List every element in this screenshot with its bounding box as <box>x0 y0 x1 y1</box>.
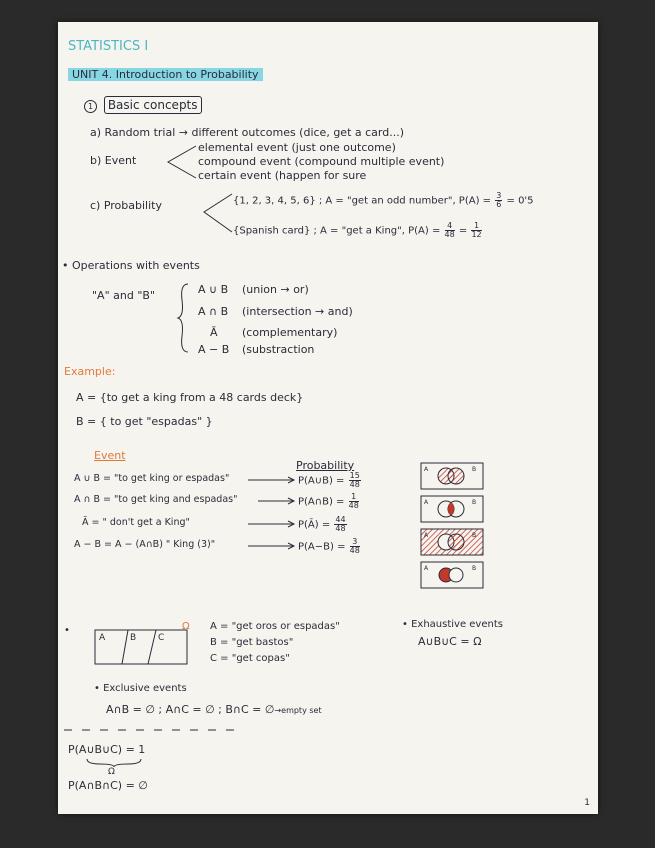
prob-expression: P(Ā) = <box>298 519 331 531</box>
operations-ab-label: "A" and "B" <box>92 289 155 302</box>
event-item-compound: compound event (compound multiple event) <box>198 155 445 168</box>
op-intersection <box>198 306 353 317</box>
p-union-equation: P(A∪B∪C) = 1 <box>68 743 146 756</box>
venn-complement <box>421 529 483 555</box>
example-row-intersection-prob <box>298 493 360 510</box>
operations-title: • Operations with events <box>62 259 200 272</box>
dashed-separator <box>64 728 244 732</box>
arrow-icon <box>248 520 298 528</box>
arrow-icon <box>258 497 298 505</box>
exhaustive-equation: A∪B∪C = Ω <box>418 635 482 648</box>
omega-under-label: Ω <box>108 767 115 777</box>
venn-diagrams <box>420 462 486 592</box>
prob-card-text: {Spanish card} ; A = "get a King", P(A) = <box>233 225 441 237</box>
prob-expression: P(A∪B) = <box>298 475 345 487</box>
fraction-denominator: 48 <box>444 230 455 239</box>
event-brace <box>158 144 198 184</box>
event-label: b) Event <box>90 154 137 167</box>
venn-label-b: B <box>472 532 477 539</box>
venn-label-a: A <box>424 532 429 539</box>
prob-fraction <box>350 538 360 555</box>
op-substraction <box>198 344 314 355</box>
equals-sign: = <box>458 225 468 237</box>
example-row-union-prob <box>298 472 362 489</box>
arrow-icon <box>248 476 298 484</box>
venn-label-a: A <box>424 565 429 572</box>
example-row-difference-event: A − B = A − (A∩B) " King (3)" <box>74 539 216 550</box>
op-symbol: Ā <box>210 326 218 339</box>
prob-example-dice <box>233 192 534 209</box>
partition-cell-c: C <box>158 633 165 643</box>
page-heading: STATISTICS I <box>68 39 149 54</box>
venn-label-a: A <box>424 499 429 506</box>
prob-fraction <box>334 516 346 533</box>
event-item-certain: certain event (happen for sure <box>198 169 367 182</box>
fraction-numerator: 3 <box>350 538 360 547</box>
page-number: 1 <box>584 798 590 808</box>
example-row-difference-prob <box>298 538 361 555</box>
venn-label-b: B <box>472 499 477 506</box>
partition-def-a: A = "get oros or espadas" <box>210 621 340 632</box>
fraction-numerator: 3 <box>496 191 502 200</box>
op-symbol: A ∩ B <box>198 305 229 318</box>
arrow-icon <box>248 542 298 550</box>
venn-union <box>421 463 483 489</box>
prob-dice-result: = 0'5 <box>506 195 534 207</box>
fraction-denominator: 48 <box>349 480 360 489</box>
op-description: (union → or) <box>242 283 309 296</box>
venn-label-b: B <box>472 565 477 572</box>
example-a-definition: A = {to get a king from a 48 cards deck} <box>76 391 304 404</box>
event-item-elemental: elemental event (just one outcome) <box>198 141 396 154</box>
omega-label: Ω <box>182 621 190 632</box>
prob-example-card <box>233 222 483 239</box>
fraction-denominator: 6 <box>496 200 502 209</box>
prob-dice-text: {1, 2, 3, 4, 5, 6} ; A = "get an odd number", P(A) = <box>233 195 492 207</box>
probability-column-header: Probability <box>296 459 355 472</box>
exhaustive-title: • Exhaustive events <box>402 619 503 630</box>
fraction-numerator: 4 <box>445 222 455 231</box>
operations-brace <box>176 282 192 354</box>
exclusive-equation-text: A∩B = ∅ ; A∩C = ∅ ; B∩C = ∅ <box>106 703 275 716</box>
example-row-complement-prob <box>298 516 348 533</box>
venn-label-b: B <box>472 466 477 473</box>
partition-diagram <box>94 621 190 666</box>
notebook-page <box>58 22 598 814</box>
partition-cell-b: B <box>130 633 137 643</box>
fraction-numerator: 1 <box>349 493 359 502</box>
event-column-header: Event <box>94 449 126 462</box>
unit-title: UNIT 4. Introduction to Probability <box>68 68 263 81</box>
probability-label: c) Probability <box>90 199 162 212</box>
op-complementary <box>210 327 337 338</box>
example-row-intersection-event: A ∩ B = "to get king and espadas" <box>74 494 238 505</box>
op-union <box>198 284 309 295</box>
example-label: Example: <box>64 365 116 378</box>
bullet-dot: • <box>64 625 70 636</box>
fraction-denominator: 48 <box>348 501 359 510</box>
prob-expression: P(A−B) = <box>298 541 346 553</box>
empty-set-note: →empty set <box>274 706 322 715</box>
op-description: (complementary) <box>242 326 338 339</box>
section-title: Basic concepts <box>104 96 202 114</box>
fraction-numerator: 15 <box>349 471 360 480</box>
prob-fraction <box>349 472 361 489</box>
venn-difference <box>421 562 483 588</box>
exclusive-title: • Exclusive events <box>94 683 187 694</box>
prob-card-fraction <box>445 222 455 239</box>
fraction-denominator: 48 <box>349 546 360 555</box>
example-row-complement-event: Ā = " don't get a King" <box>82 517 190 528</box>
p-intersection-equation: P(A∩B∩C) = ∅ <box>68 779 148 792</box>
op-description: (intersection → and) <box>242 305 353 318</box>
fraction-numerator: 44 <box>335 515 346 524</box>
partition-cell-a: A <box>99 633 106 643</box>
prob-expression: P(A∩B) = <box>298 496 345 508</box>
fraction-denominator: 48 <box>335 524 346 533</box>
random-trial-line: a) Random trial → different outcomes (dice, get a card...) <box>90 126 404 139</box>
partition-def-c: C = "get copas" <box>210 653 290 664</box>
fraction-numerator: 1 <box>471 222 481 231</box>
venn-label-a: A <box>424 466 429 473</box>
fraction-denominator: 12 <box>471 230 482 239</box>
op-symbol: A ∪ B <box>198 283 229 296</box>
venn-intersection <box>421 496 483 522</box>
prob-card-fraction-simplified <box>471 222 481 239</box>
example-b-definition: B = { to get "espadas" } <box>76 415 213 428</box>
op-description: (substraction <box>242 343 315 356</box>
op-symbol: A − B <box>198 343 230 356</box>
probability-brace <box>198 192 234 236</box>
section-heading <box>84 99 202 113</box>
exclusive-equation <box>106 704 322 715</box>
partition-def-b: B = "get bastos" <box>210 637 294 648</box>
example-row-union-event: A ∪ B = "to get king or espadas" <box>74 473 230 484</box>
prob-fraction <box>349 493 359 510</box>
section-number: 1 <box>84 100 97 113</box>
prob-dice-fraction <box>495 192 502 209</box>
